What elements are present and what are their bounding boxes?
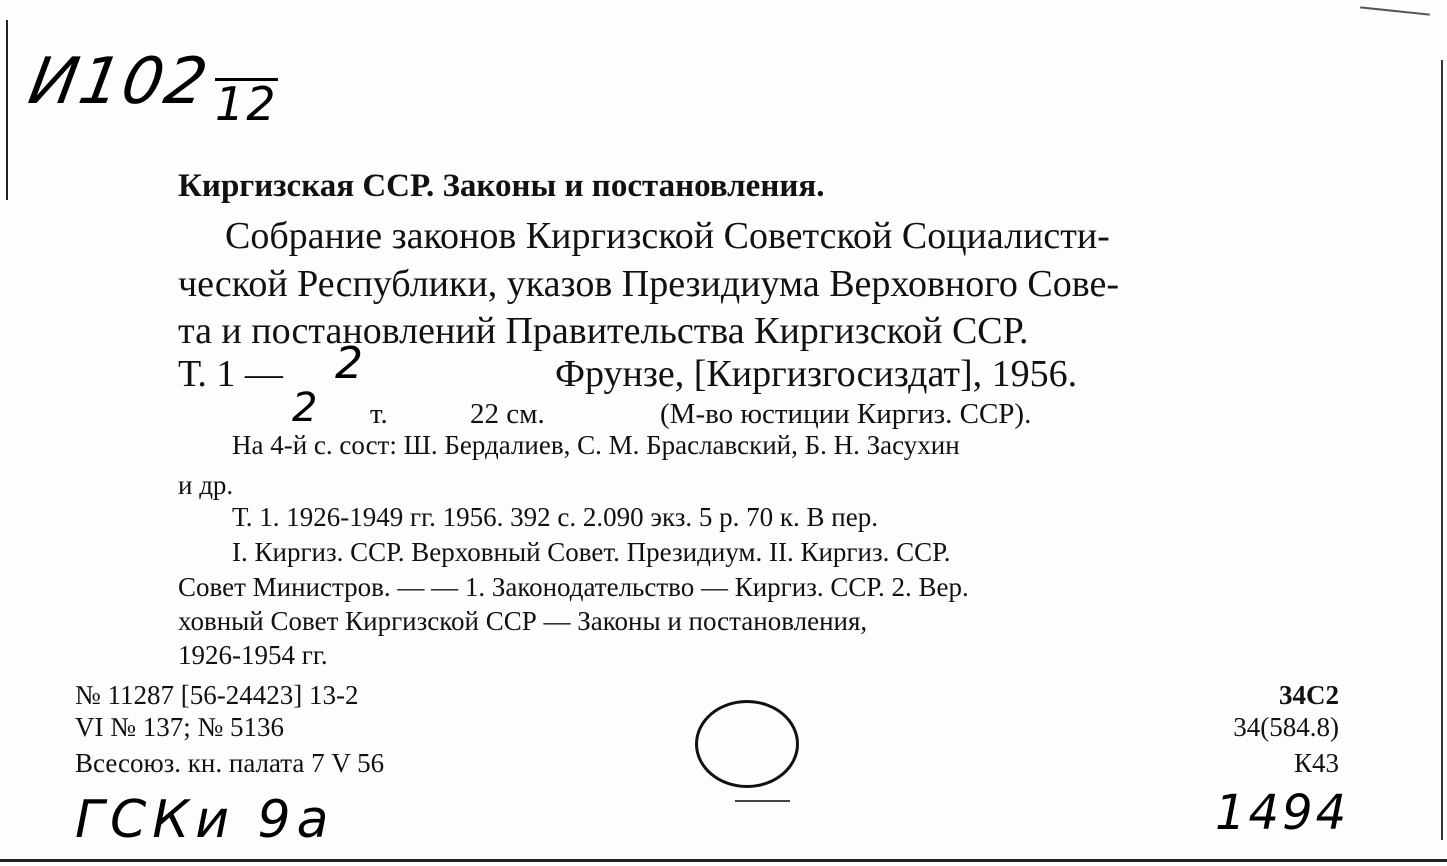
footer-right-1: 34С2 — [1279, 680, 1339, 710]
tracing-line-1: I. Киргиз. ССР. Верховный Совет. Президиум. II. Киргиз. ССР. — [232, 537, 951, 567]
card-edge-left — [6, 20, 8, 200]
footer-right-3: К43 — [1293, 748, 1339, 778]
volume-line: Т. 1. 1926-1949 гг. 1956. 392 с. 2.090 экз. 5 р. 70 к. В пер. — [232, 502, 878, 532]
handwritten-call-number: И102 — [23, 45, 215, 119]
card-edge-right — [1441, 60, 1443, 840]
note-line-2: и др. — [178, 470, 234, 500]
handwritten-volume-count: 2 — [292, 385, 320, 431]
size: 22 см. — [470, 398, 545, 430]
imprint: Фрунзе, [Киргизгосиздат], 1956. — [555, 353, 1078, 395]
footer-right-2: 34(584.8) — [1233, 712, 1339, 742]
handwritten-fraction: 12 — [215, 77, 278, 131]
entry-heading: Киргизская ССР. Законы и постановления. — [178, 168, 825, 204]
handwritten-bottom-right: 1494 — [1215, 785, 1350, 841]
footer-left-2: VI № 137; № 5136 — [75, 712, 285, 742]
extent-label: т. — [370, 398, 388, 430]
series: (М-во юстиции Киргиз. ССР). — [660, 398, 1032, 430]
title-line-2: ческой Республики, указов Президиума Верховного Сове- — [178, 263, 1119, 305]
handwritten-volume-mark: 2 — [335, 338, 365, 389]
card-edge-top — [1360, 6, 1430, 15]
title-line-3: та и постановлений Правительства Киргизской ССР. — [178, 310, 1029, 352]
footer-left-1: № 11287 [56-24423] 13-2 — [75, 680, 359, 710]
tracing-line-2: Совет Министров. — — 1. Законодательство — Киргиз. ССР. 2. Вер. — [178, 572, 969, 602]
punch-hole-mark — [735, 800, 790, 802]
card-punch-hole — [695, 700, 799, 788]
handwritten-bottom-left: ГСКи 9а — [75, 790, 335, 850]
note-line-1: На 4-й с. сост: Ш. Бердалиев, С. М. Браславский, Б. Н. Засухин — [232, 430, 960, 460]
tracing-line-3: ховный Совет Киргизской ССР — Законы и постановления, — [178, 606, 868, 636]
title-line-1: Собрание законов Киргизской Советской Социалисти- — [225, 215, 1110, 257]
footer-left-3: Всесоюз. кн. палата 7 V 56 — [75, 748, 385, 778]
tracing-line-4: 1926-1954 гг. — [178, 640, 328, 670]
card-edge-bottom — [0, 859, 1447, 862]
volume-prefix: Т. 1 — — [178, 353, 283, 395]
